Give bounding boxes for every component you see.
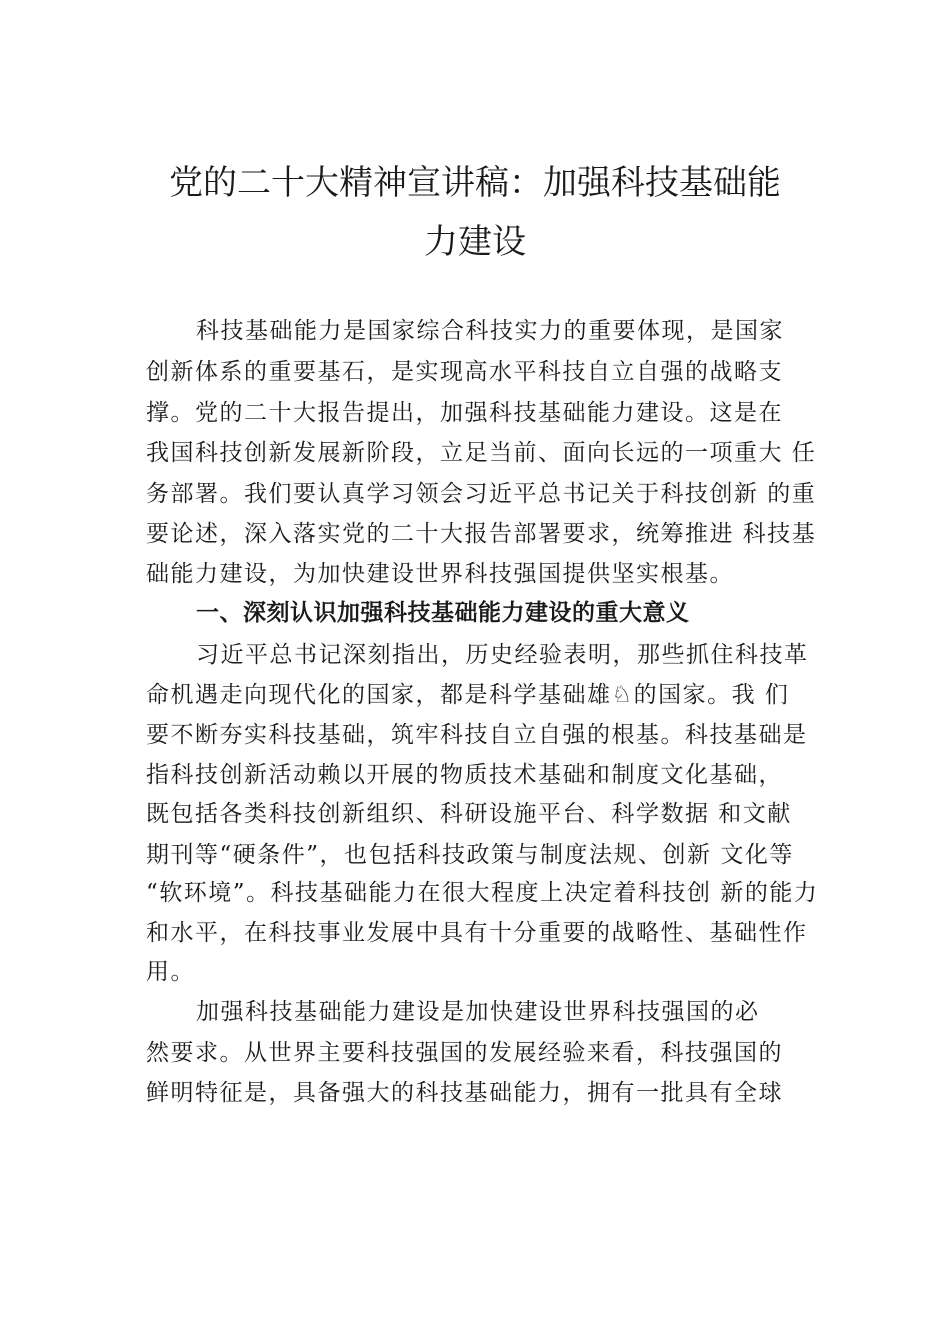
paragraph2-line: 和水平，在科技事业发展中具有十分重要的战略性、基础性作 bbox=[146, 920, 808, 946]
paragraph2-line: 期刊等“硬条件”，也包括科技政策与制度法规、创新 文化等 bbox=[146, 842, 794, 868]
paragraph3-line: 然要求。从世界主要科技强国的发展经验来看，科技强国的 bbox=[146, 1040, 783, 1066]
paragraph1-line: 撑。党的二十大报告提出，加强科技基础能力建设。这是在 bbox=[146, 400, 783, 426]
paragraph2-line: “软环境”。科技基础能力在很大程度上决定着科技创 新的能力 bbox=[146, 880, 819, 906]
paragraph1-line: 务部署。我们要认真学习领会习近平总书记关于科技创新 的重 bbox=[146, 481, 817, 507]
paragraph1-line: 创新体系的重要基石，是实现高水平科技自立自强的战略支 bbox=[146, 359, 783, 385]
paragraph3-line: 鲜明特征是，具备强大的科技基础能力，拥有一批具有全球 bbox=[146, 1080, 783, 1106]
document-title-line1: 党的二十大精神宣讲稿：加强科技基础能 bbox=[169, 163, 781, 203]
paragraph1-line: 我国科技创新发展新阶段，立足当前、面向长远的一项重大 任 bbox=[146, 440, 817, 466]
section-heading: 一、深刻认识加强科技基础能力建设的重大意义 bbox=[196, 600, 690, 626]
paragraph2-line: 既包括各类科技创新组织、科研设施平台、科学数据 和文献 bbox=[146, 801, 792, 827]
paragraph3-line: 加强科技基础能力建设是加快建设世界科技强国的必 bbox=[196, 999, 760, 1025]
paragraph2-line: 命机遇走向现代化的国家，都是科学基础雄♘的国家。我 们 bbox=[146, 682, 790, 708]
paragraph1-line: 科技基础能力是国家综合科技实力的重要体现，是国家 bbox=[196, 318, 784, 344]
paragraph2-line: 习近平总书记深刻指出，历史经验表明，那些抓住科技革 bbox=[196, 642, 809, 668]
paragraph2-line: 要不断夯实科技基础，筑牢科技自立自强的根基。科技基础是 bbox=[146, 722, 808, 748]
paragraph2-line: 用。 bbox=[146, 959, 195, 985]
paragraph1-line: 础能力建设，为加快建设世界科技强国提供坚实根基。 bbox=[146, 561, 734, 587]
document-title-line2: 力建设 bbox=[424, 222, 526, 262]
paragraph1-line: 要论述，深入落实党的二十大报告部署要求，统筹推进 科技基 bbox=[146, 521, 817, 547]
paragraph2-line: 指科技创新活动赖以开展的物质技术基础和制度文化基础， bbox=[146, 762, 783, 788]
